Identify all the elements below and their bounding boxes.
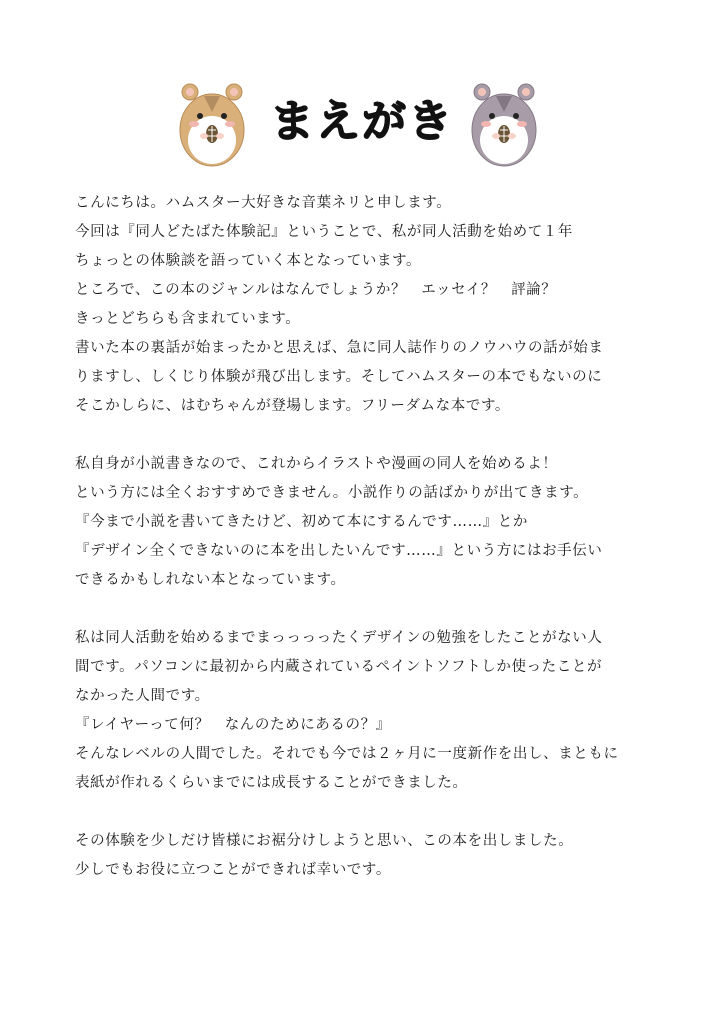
text-line: 『今まで小説を書いてきたけど、初めて本にするんです……』とか [75, 514, 528, 530]
text-line: という方には全くおすすめできません。小説作りの話ばかりが出てきます。 [75, 485, 589, 501]
header [176, 78, 546, 170]
text-line: きっとどちらも含まれています。 [75, 311, 301, 327]
text-line: できるかもしれない本となっています。 [75, 572, 346, 588]
text-line: 私自身が小説書きなので、これからイラストや漫画の同人を始めるよ！ [75, 456, 558, 472]
text-line: ところで、この本のジャンルはなんでしょうか？ エッセイ？ 評論？ [75, 282, 557, 298]
hamster-tan-icon [176, 78, 248, 168]
text-line: 書いた本の裏話が始まったかと思えば、急に同人誌作りのノウハウの話が始ま [75, 340, 604, 356]
text-line: 表紙が作れるくらいまでには成長することができました。 [75, 775, 468, 791]
paragraph-gap [75, 595, 655, 624]
text-line: 少しでもお役に立つことができれば幸いです。 [75, 862, 391, 878]
text-line: 私は同人活動を始めるまでまっっっったくデザインの勉強をしたことがない人 [75, 630, 603, 646]
paragraph-gap [75, 798, 655, 827]
text-line: ちょっとの体験談を語っていく本となっています。 [75, 253, 422, 269]
text-line: なかった人間です。 [75, 688, 210, 704]
text-line: りますし、しくじり体験が飛び出します。そしてハムスターの本でもないのに [75, 369, 603, 385]
paragraph-gap [75, 421, 655, 450]
text-line: 今回は『同人どたばた体験記』ということで、私が同人活動を始めて１年 [75, 224, 574, 240]
text-line: 『レイヤーって何？ なんのためにあるの？』 [75, 717, 391, 733]
text-line: そこかしらに、はむちゃんが登場します。フリーダムな本です。 [75, 398, 510, 414]
preface-body [75, 189, 655, 885]
page-title: まえがき [270, 96, 454, 147]
text-line: こんにちは。ハムスター大好きな音葉ネリと申します。 [75, 195, 452, 211]
hamster-gray-icon [468, 78, 540, 168]
text-line: 『デザイン全くできないのに本を出したいんです……』という方にはお手伝い [75, 543, 603, 559]
text-line: 間です。パソコンに最初から内蔵されているペイントソフトしか使ったことが [75, 659, 603, 675]
text-line: そんなレベルの人間でした。それでも今では２ヶ月に一度新作を出し、まともに [75, 746, 619, 762]
text-line: その体験を少しだけ皆様にお裾分けしようと思い、この本を出しました。 [75, 833, 574, 849]
